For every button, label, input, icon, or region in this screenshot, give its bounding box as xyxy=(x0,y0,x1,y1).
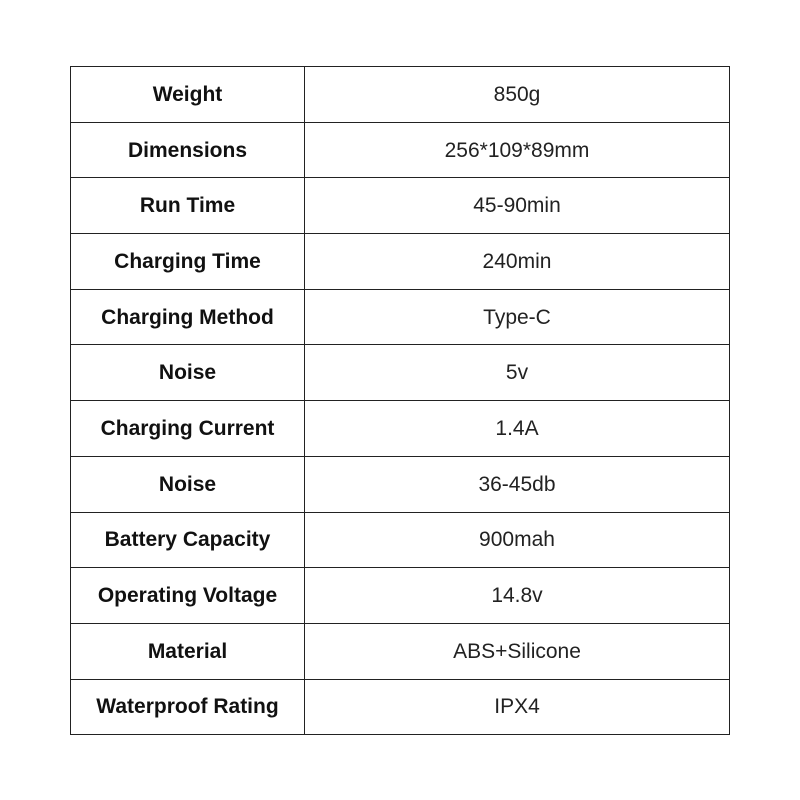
spec-value-operating-voltage: 14.8v xyxy=(305,568,730,624)
spec-value-charging-time: 240min xyxy=(305,234,730,290)
table-row xyxy=(71,512,730,568)
spec-value-charging-current: 1.4A xyxy=(305,401,730,457)
spec-table xyxy=(70,66,730,735)
spec-value-charging-method: Type-C xyxy=(305,289,730,345)
spec-label-charging-method: Charging Method xyxy=(71,289,305,345)
table-row xyxy=(71,401,730,457)
spec-label-material: Material xyxy=(71,623,305,679)
spec-value-noise: 5v xyxy=(305,345,730,401)
spec-label-noise-level: Noise xyxy=(71,456,305,512)
spec-label-dimensions: Dimensions xyxy=(71,122,305,178)
table-row xyxy=(71,289,730,345)
spec-value-dimensions: 256*109*89mm xyxy=(305,122,730,178)
table-row xyxy=(71,623,730,679)
spec-value-waterproof-rating: IPX4 xyxy=(305,679,730,735)
table-row xyxy=(71,568,730,624)
table-row xyxy=(71,178,730,234)
table-row xyxy=(71,122,730,178)
spec-label-noise: Noise xyxy=(71,345,305,401)
spec-label-battery-capacity: Battery Capacity xyxy=(71,512,305,568)
table-row xyxy=(71,345,730,401)
spec-label-charging-time: Charging Time xyxy=(71,234,305,290)
spec-value-noise-level: 36-45db xyxy=(305,456,730,512)
spec-label-weight: Weight xyxy=(71,67,305,123)
table-row xyxy=(71,234,730,290)
spec-label-run-time: Run Time xyxy=(71,178,305,234)
spec-value-material: ABS+Silicone xyxy=(305,623,730,679)
spec-label-waterproof-rating: Waterproof Rating xyxy=(71,679,305,735)
spec-value-weight: 850g xyxy=(305,67,730,123)
spec-value-battery-capacity: 900mah xyxy=(305,512,730,568)
spec-label-charging-current: Charging Current xyxy=(71,401,305,457)
spec-label-operating-voltage: Operating Voltage xyxy=(71,568,305,624)
table-row xyxy=(71,456,730,512)
table-row xyxy=(71,67,730,123)
spec-value-run-time: 45-90min xyxy=(305,178,730,234)
table-row xyxy=(71,679,730,735)
